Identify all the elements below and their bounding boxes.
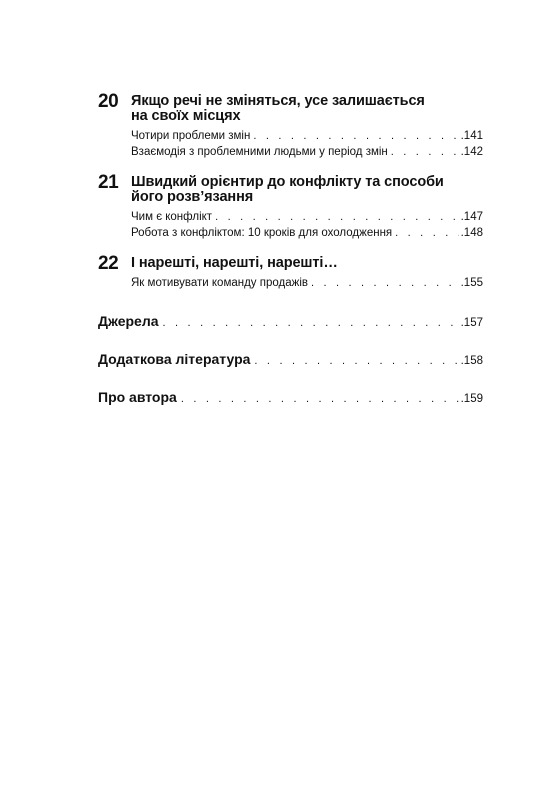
table-of-contents (98, 91, 483, 407)
entry-page: .147 (460, 211, 483, 223)
dot-leader (253, 128, 458, 144)
chapter-number: 22 (98, 253, 119, 274)
chapter-title-line: І нарешті, нарешті, нарешті… (131, 255, 338, 271)
entry-page: .142 (460, 146, 483, 158)
entry-page: .141 (460, 130, 483, 142)
entry-label: Як мотивувати команду продажів (131, 277, 308, 289)
dot-leader (311, 275, 459, 291)
chapter-body (131, 94, 483, 160)
dot-leader (215, 209, 459, 225)
toc-entry[interactable] (131, 275, 483, 291)
section-page: .158 (460, 355, 483, 367)
section-label: Додаткова література (98, 351, 251, 367)
toc-entry[interactable] (131, 209, 483, 225)
toc-entry[interactable] (131, 128, 483, 144)
dot-leader (181, 391, 459, 407)
chapter-title-line: Швидкий орієнтир до конфлікту та способи (131, 174, 444, 190)
entry-page: .155 (460, 277, 483, 289)
chapter-title-line: на своїх місцях (131, 108, 241, 124)
chapter-number: 21 (98, 172, 119, 193)
toc-entry[interactable] (131, 225, 483, 241)
chapter-number: 20 (98, 91, 119, 112)
toc-section-further-reading[interactable] (98, 351, 483, 369)
chapter-22 (98, 253, 483, 291)
section-label: Про автора (98, 389, 177, 405)
toc-entry[interactable] (131, 144, 483, 160)
chapter-title-line: його розв’язання (131, 189, 254, 205)
toc-section-about-author[interactable] (98, 389, 483, 407)
dot-leader (254, 353, 458, 369)
chapter-20 (98, 91, 483, 160)
dot-leader (395, 225, 458, 241)
dot-leader (163, 315, 459, 331)
entry-label: Робота з конфліктом: 10 кроків для охолодження (131, 227, 393, 239)
dot-leader (391, 144, 459, 160)
section-label: Джерела (98, 313, 159, 329)
entry-label: Чим є конфлікт (131, 211, 213, 223)
section-page: .159 (460, 393, 483, 405)
chapter-body (131, 175, 483, 241)
entry-label: Взаємодія з проблемними людьми у період змін (131, 146, 388, 158)
chapter-21 (98, 172, 483, 241)
chapter-title (131, 175, 483, 205)
entry-label: Чотири проблеми змін (131, 130, 251, 142)
chapter-title-line: Якщо речі не зміняться, усе залишається (131, 93, 425, 109)
chapter-title (131, 94, 483, 124)
entry-page: .148 (460, 227, 483, 239)
chapter-body (131, 256, 483, 291)
toc-section-sources[interactable] (98, 313, 483, 331)
chapter-title (131, 256, 483, 271)
section-page: .157 (460, 317, 483, 329)
